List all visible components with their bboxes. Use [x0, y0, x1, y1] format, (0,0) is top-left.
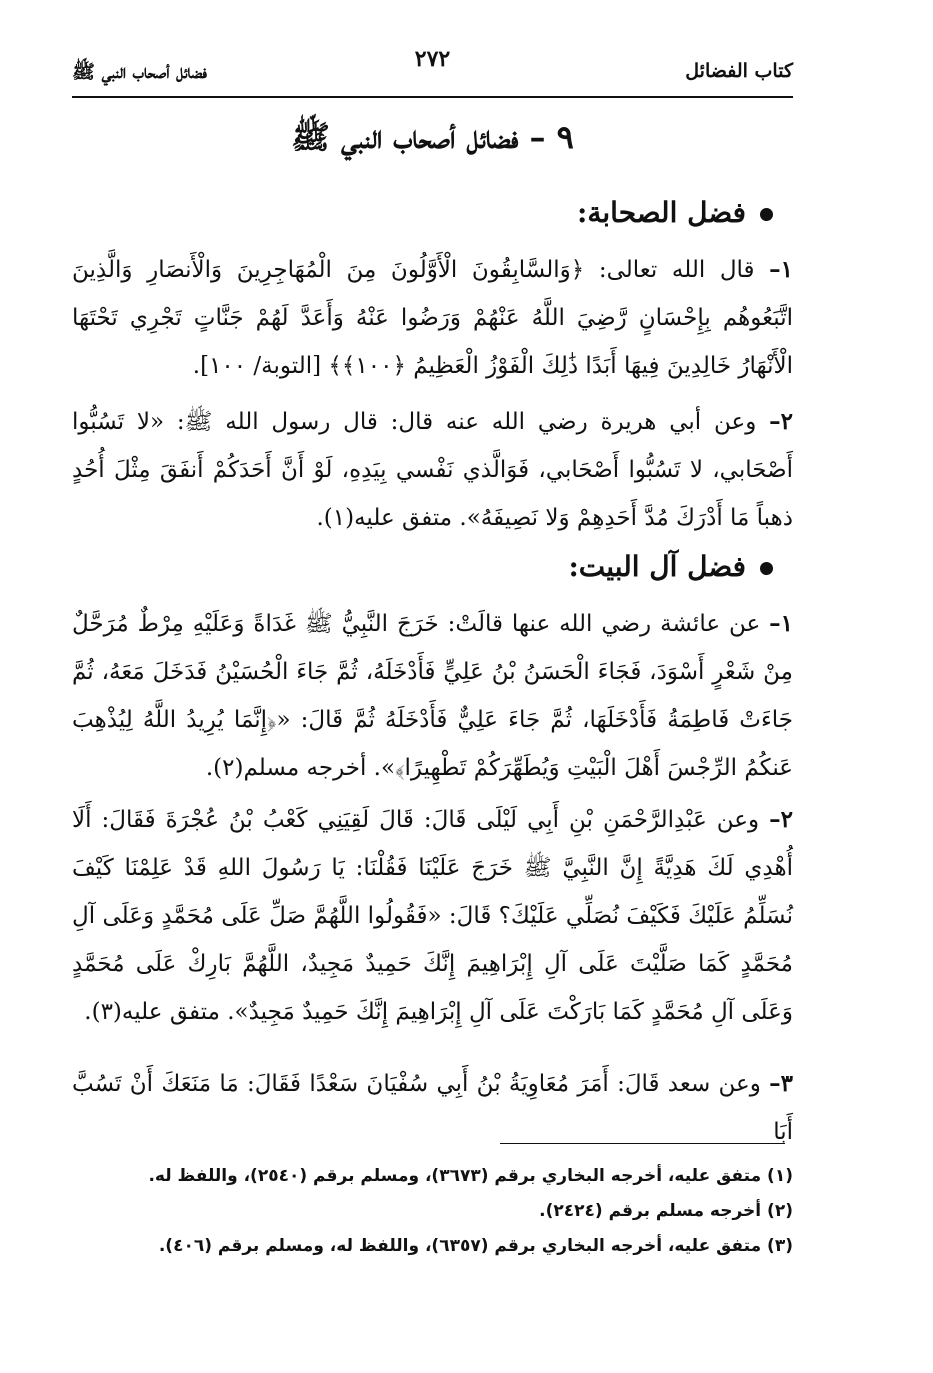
chapter-title: ٩ – فضائل أصحاب النبي ﷺ: [291, 118, 574, 156]
item-number: ٣–: [769, 1070, 794, 1097]
list-item: [72, 796, 793, 1036]
item-text: وعن سعد قَالَ: أَمَرَ مُعَاوِيَةُ بْنُ أَبِي سُفْيَانَ سَعْدًا فَقَالَ: مَا مَنَعَكَ أَنْ تَسُبَّ أَبَا: [72, 1071, 793, 1145]
page-number: ٢٧٢: [414, 46, 451, 72]
item-number: ١–: [769, 256, 794, 283]
bullet-icon: [760, 208, 773, 221]
section-heading: [577, 196, 773, 229]
list-item: [72, 1060, 793, 1156]
item-number: ٢–: [769, 408, 794, 435]
item-text: وعن عَبْدِالرَّحْمَنِ بْنِ أَبِي لَيْلَى قَالَ: قَالَ لَقِيَنِي كَعْبُ بْنُ عُجْرَةَ فَقَالَ: أَلَا أُهْدِي لَكَ هَدِيَّةً إِنَّ النَّبِيَّ ﷺ خَرَجَ عَلَيْنَا فَقُلْنَا: يَا رَسُولَ اللهِ قَدْ عَلِمْنَا كَيْفَ نُسَلِّمُ عَلَيْكَ فَكَيْفَ نُصَلِّي عَلَيْكَ؟ قَالَ: «فَقُولُوا اللَّهُمَّ صَلِّ عَلَى مُحَمَّدٍ وَعَلَى آلِ مُحَمَّدٍ كَمَا صَلَّيْتَ عَلَى آلِ إِبْرَاهِيمَ إِنَّكَ حَمِيدٌ مَجِيدٌ، اللَّهُمَّ بَارِكْ عَلَى مُحَمَّدٍ وَعَلَى آلِ مُحَمَّدٍ كَمَا بَارَكْتَ عَلَى آلِ إِبْرَاهِيمَ إِنَّكَ حَمِيدٌ مَجِيدٌ». متفق عليه(٣).: [72, 807, 793, 1025]
header-divider: [72, 96, 793, 98]
footnote: (٢) أخرجه مسلم برقم (٢٤٢٤).: [539, 1201, 793, 1221]
item-text: قال الله تعالى: ﴿وَالسَّابِقُونَ الْأَوَّلُونَ مِنَ الْمُهَاجِرِينَ وَالْأَنصَارِ وَالَّذِينَ اتَّبَعُوهُم بِإِحْسَانٍ رَّضِيَ اللَّهُ عَنْهُمْ وَرَضُوا عَنْهُ وَأَعَدَّ لَهُمْ جَنَّاتٍ تَجْرِي تَحْتَهَا الْأَنْهَارُ خَالِدِينَ فِيهَا أَبَدًا ذَٰلِكَ الْفَوْزُ الْعَظِيمُ ﴿١٠٠﴾﴾ [التوبة/ ١٠٠].: [72, 257, 793, 379]
item-number: ٢–: [769, 806, 794, 833]
section-heading-text: فضل الصحابة:: [577, 196, 746, 229]
item-text: وعن أبي هريرة رضي الله عنه قال: قال رسول الله ﷺ: «لا تَسُبُّوا أَصْحَابي، لا تَسُبُّوا أَصْحَابي، فَوَالَّذي نَفْسي بِيَدِهِ، لَوْ أَنَّ أَحَدَكُمْ أَنفَقَ مِثْلَ أُحُدٍ ذهباً مَا أَدْرَكَ مُدَّ أَحَدِهِمْ وَلا نَصِيفَهُ». متفق عليه(١).: [72, 409, 793, 531]
chapter-running-title: فضائل أصحاب النبي ﷺ: [72, 61, 207, 83]
running-header: [72, 42, 793, 94]
footnote-divider: [500, 1143, 785, 1144]
book-title: كتاب الفضائل: [685, 60, 793, 82]
section-heading: [568, 550, 773, 583]
bullet-icon: [760, 562, 773, 575]
section-heading-text: فضل آل البيت:: [568, 550, 746, 583]
footnote: (٣) متفق عليه، أخرجه البخاري برقم (٦٣٥٧)، واللفظ له، ومسلم برقم (٤٠٦).: [158, 1236, 793, 1256]
list-item: [72, 246, 793, 390]
list-item: [72, 398, 793, 542]
list-item: [72, 600, 793, 792]
item-text: عن عائشة رضي الله عنها قالَتْ: خَرَجَ النَّبِيُّ ﷺ غَدَاةً وَعَلَيْهِ مِرْطٌ مُرَحَّلٌ مِنْ شَعْرٍ أَسْوَدَ، فَجَاءَ الْحَسَنُ بْنُ عَلِيٍّ فَأَدْخَلَهُ، ثُمَّ جَاءَ الْحُسَيْنُ فَدَخَلَ مَعَهُ، ثُمَّ جَاءَتْ فَاطِمَةُ فَأَدْخَلَهَا، ثُمَّ جَاءَ عَلِيٌّ فَأَدْخَلَهُ ثُمَّ قَالَ: «﴿إِنَّمَا يُرِيدُ اللَّهُ لِيُذْهِبَ عَنكُمُ الرِّجْسَ أَهْلَ الْبَيْتِ وَيُطَهِّرَكُمْ تَطْهِيرًا﴾». أخرجه مسلم(٢).: [72, 611, 793, 781]
item-number: ١–: [769, 610, 793, 637]
footnote: (١) متفق عليه، أخرجه البخاري برقم (٣٦٧٣)، ومسلم برقم (٢٥٤٠)، واللفظ له.: [148, 1166, 793, 1186]
